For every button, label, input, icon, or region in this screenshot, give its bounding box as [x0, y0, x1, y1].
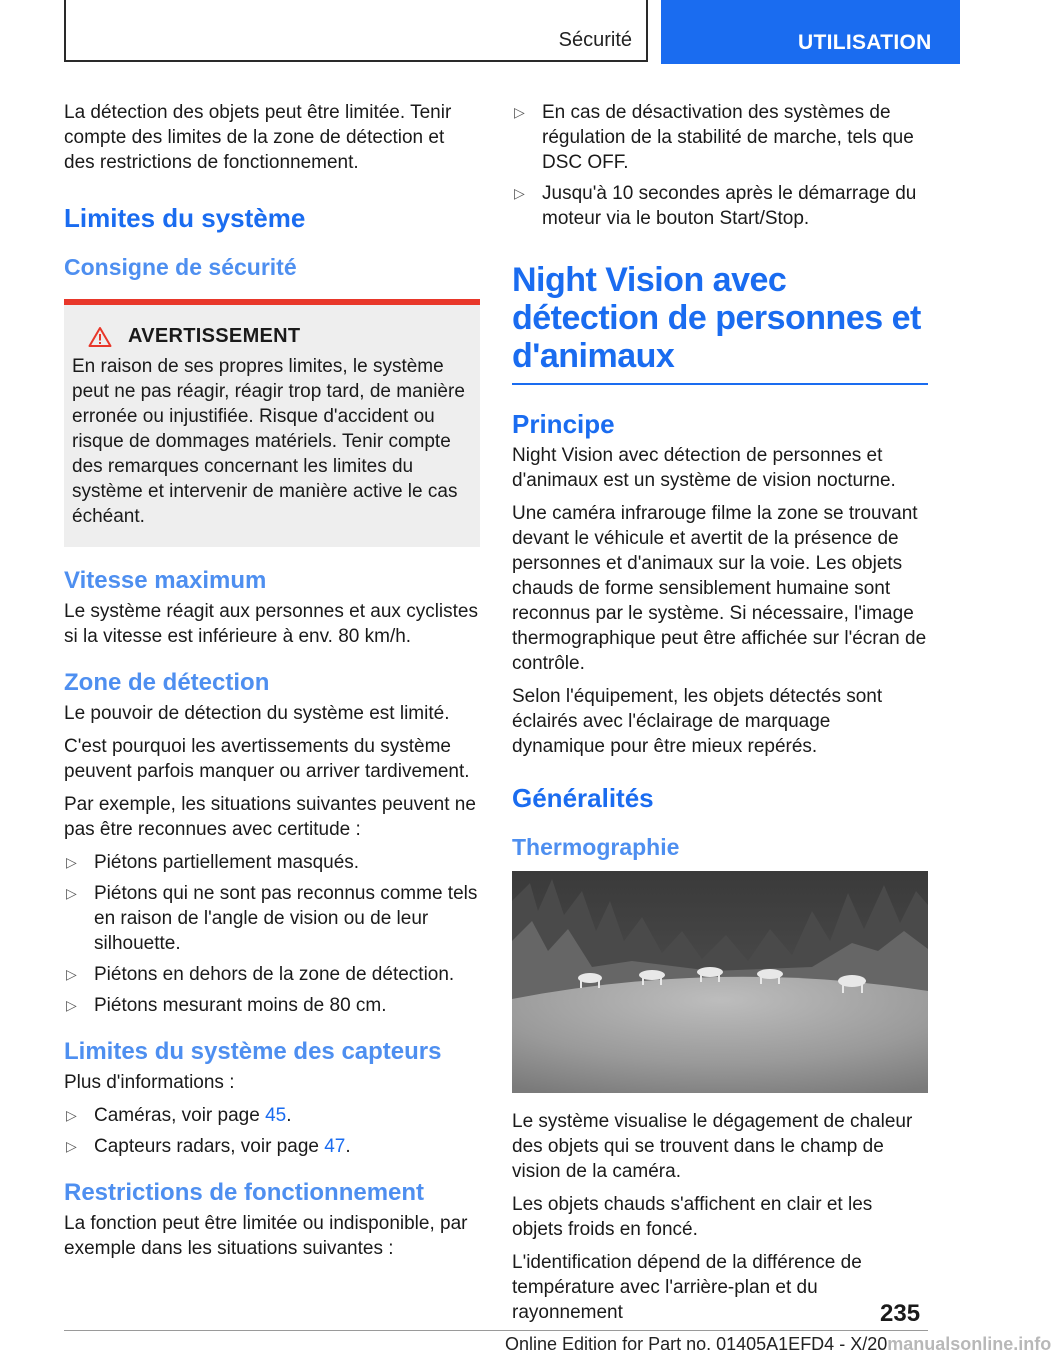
header-chapter-tab	[661, 0, 960, 64]
triangle-bullet-icon: ▷	[66, 885, 77, 901]
page-number: 235	[880, 1300, 921, 1327]
heading-sensor-limits: Limites du système des capteurs	[64, 1038, 442, 1065]
warning-box	[64, 299, 480, 547]
warning-title: AVERTISSEMENT	[128, 325, 301, 347]
principle-paragraph-1: Night Vision avec détection de personnes et d'animaux est un système de vision nocturne.	[512, 445, 896, 491]
header-section-title: Sécurité	[558, 29, 632, 51]
page-link-cameras[interactable]: 45	[265, 1105, 287, 1126]
triangle-bullet-icon: ▷	[66, 966, 77, 982]
triangle-bullet-icon: ▷	[66, 1107, 77, 1123]
right-column	[512, 100, 928, 1333]
footer-edition	[505, 1334, 1051, 1355]
warning-triangle-icon	[88, 326, 112, 348]
triangle-bullet-icon: ▷	[514, 185, 525, 201]
thermo-paragraph-2: Les objets chauds s'affichent en clair et les objets froids en foncé.	[512, 1194, 873, 1240]
intro-paragraph: La détection des objets peut être limitée. Tenir compte des limites de la zone de détection et des restrictions de fonctionnement.	[64, 102, 452, 173]
watermark: manualsonline.info	[887, 1334, 1051, 1354]
heading-function-restrictions: Restrictions de fonctionnement	[64, 1179, 425, 1206]
list-item: ▷ Piétons en dehors de la zone de détection.	[66, 964, 455, 985]
heading-night-vision: Night Vision avec détection de personnes et d'animaux	[512, 261, 928, 385]
edition-text: Online Edition for Part no. 01405A1EFD4 - X/20	[505, 1334, 888, 1354]
header-section-box	[64, 0, 648, 62]
sensors-paragraph: Plus d'informations :	[64, 1072, 235, 1093]
footer-divider	[64, 1330, 928, 1331]
heading-general: Généralités	[512, 783, 654, 813]
list-item: ▷ Piétons partiellement masqués.	[66, 852, 360, 873]
triangle-bullet-icon: ▷	[514, 104, 525, 120]
heading-thermography: Thermographie	[512, 834, 680, 860]
warning-text: En raison de ses propres limites, le système peut ne pas réagir, réagir trop tard, de manière erronée ou injustifiée. Risque d'accident ou risque de dommages matériels. Tenir compte des remarques concernant les limites du système et intervenir de manière active le cas échéant.	[72, 356, 465, 527]
thermo-paragraph-3: L'identification dépend de la différence de température avec l'arrière-plan et du rayonnement	[512, 1252, 862, 1323]
zone-paragraph-1: Le pouvoir de détection du système est limité.	[64, 703, 450, 724]
list-item: ▷ Jusqu'à 10 secondes après le démarrage du moteur via le bouton Start/Stop.	[514, 183, 917, 229]
speed-paragraph: Le système réagit aux personnes et aux cyclistes si la vitesse est inférieure à env. 80 km/h.	[64, 601, 478, 647]
thermography-image	[512, 871, 928, 1093]
zone-paragraph-3: Par exemple, les situations suivantes peuvent ne pas être reconnues avec certitude :	[64, 794, 476, 840]
header-chapter-title: UTILISATION	[798, 31, 932, 54]
restrictions-paragraph: La fonction peut être limitée ou indisponible, par exemple dans les situations suivantes :	[64, 1213, 468, 1259]
list-item: ▷ Caméras, voir page 45.	[66, 1105, 292, 1126]
triangle-bullet-icon: ▷	[66, 854, 77, 870]
heading-max-speed: Vitesse maximum	[64, 567, 267, 594]
list-item: ▷ Piétons mesurant moins de 80 cm.	[66, 995, 387, 1016]
sensor-list	[64, 1103, 480, 1159]
heading-system-limits: Limites du système	[64, 203, 306, 233]
principle-paragraph-2: Une caméra infrarouge filme la zone se trouvant devant le véhicule et avertit de la présence de personnes et d'animaux sur la voie. Les objets chauds de forme sensiblement humaine sont reconnus par le système. Si nécessaire, l'image thermographique peut être affichée sur l'écran de contrôle.	[512, 503, 927, 674]
page-link-radars[interactable]: 47	[324, 1136, 346, 1157]
zone-list	[64, 850, 480, 1018]
heading-detection-zone: Zone de détection	[64, 669, 270, 696]
left-column	[64, 100, 480, 1269]
heading-safety-note: Consigne de sécurité	[64, 254, 297, 280]
triangle-bullet-icon: ▷	[66, 997, 77, 1013]
principle-paragraph-3: Selon l'équipement, les objets détectés sont éclairés avec l'éclairage de marquage dynamique pour être mieux repérés.	[512, 686, 883, 757]
zone-paragraph-2: C'est pourquoi les avertissements du système peuvent parfois manquer ou arriver tardivement.	[64, 736, 470, 782]
list-item: ▷ En cas de désactivation des systèmes de régulation de la stabilité de marche, tels que DSC OFF.	[514, 102, 914, 173]
warning-header	[72, 325, 474, 348]
restriction-list	[512, 100, 928, 231]
heading-principle: Principe	[512, 409, 615, 439]
list-item: ▷ Piétons qui ne sont pas reconnus comme tels en raison de l'angle de vision ou de leur silhouette.	[66, 883, 478, 954]
list-item: ▷ Capteurs radars, voir page 47.	[66, 1136, 351, 1157]
thermo-paragraph-1: Le système visualise le dégagement de chaleur des objets qui se trouvent dans le champ de vision de la caméra.	[512, 1111, 913, 1182]
triangle-bullet-icon: ▷	[66, 1138, 77, 1154]
